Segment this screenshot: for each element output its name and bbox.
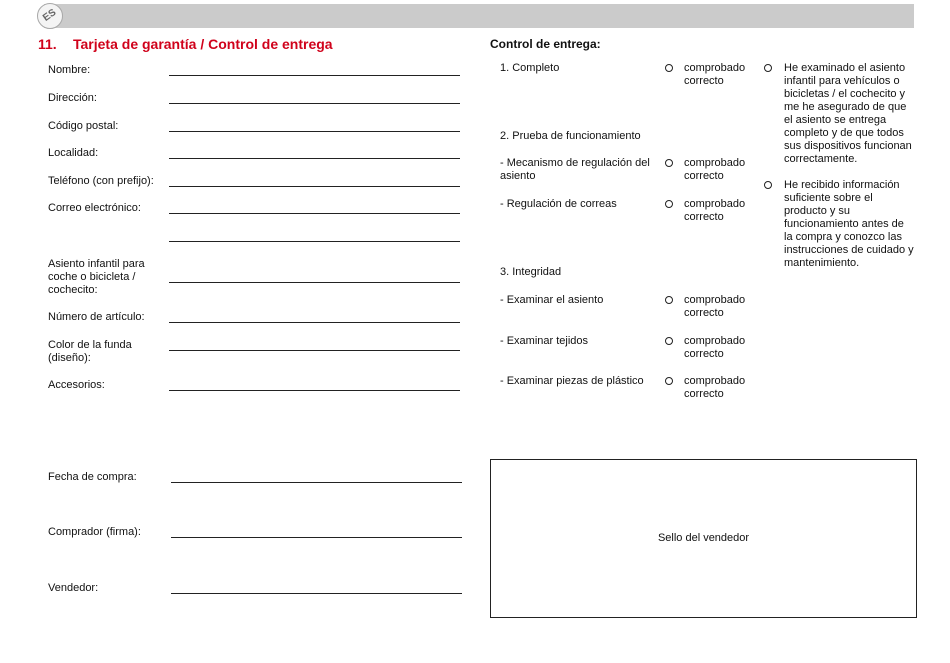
phone-field[interactable] (169, 186, 460, 187)
section-number: 11. (38, 36, 57, 52)
check-plastic-checked-label: comprobado correcto (684, 375, 746, 400)
postal-code-field[interactable] (169, 131, 460, 132)
email-field-line-2[interactable] (169, 241, 460, 242)
complete-item: 1. Completo (500, 62, 560, 74)
check-seat-radio[interactable] (665, 296, 673, 304)
child-seat-label: Asiento infantil para coche o bicicleta / cochecito: (48, 258, 145, 296)
address-label: Dirección: (48, 92, 97, 104)
strap-adjust-checked-label: comprobado correcto (684, 198, 746, 223)
check-fabrics-radio[interactable] (665, 337, 673, 345)
function-test-heading: 2. Prueba de funcionamiento (500, 130, 641, 142)
seat-adjust-item: - Mecanismo de regulación del asiento (500, 157, 650, 182)
seller-stamp-label: Sello del vendedor (657, 532, 750, 544)
cover-color-field[interactable] (169, 350, 460, 351)
city-label: Localidad: (48, 147, 99, 159)
accessories-label: Accesorios: (48, 379, 105, 391)
email-label: Correo electrónico: (48, 202, 141, 214)
article-number-label: Número de artículo: (48, 311, 145, 323)
declaration-1-text: He examinado el asiento infantil para vehículos o bicicletas / el cochecito y me he asegurado de que el asiento se entrega completo y de que todos sus dispositivos funcionan correctamente. (784, 62, 912, 165)
check-seat-item: - Examinar el asiento (500, 294, 604, 306)
accessories-field[interactable] (169, 390, 460, 391)
language-badge (37, 3, 63, 29)
purchase-date-label: Fecha de compra: (48, 471, 137, 483)
declaration-2-radio[interactable] (764, 181, 772, 189)
seat-adjust-checked-label: comprobado correcto (684, 157, 746, 182)
seat-adjust-radio[interactable] (665, 159, 673, 167)
postal-code-label: Código postal: (48, 120, 119, 132)
purchase-date-field[interactable] (171, 482, 462, 483)
buyer-label: Comprador (firma): (48, 526, 141, 538)
buyer-signature-field[interactable] (171, 537, 462, 538)
strap-adjust-radio[interactable] (665, 200, 673, 208)
control-title: Control de entrega: (490, 37, 601, 51)
check-fabrics-item: - Examinar tejidos (500, 335, 589, 347)
section-title (38, 36, 333, 52)
check-seat-checked-label: comprobado correcto (684, 294, 746, 319)
seller-field[interactable] (171, 593, 462, 594)
article-number-field[interactable] (169, 322, 460, 323)
declaration-1-radio[interactable] (764, 64, 772, 72)
city-field[interactable] (169, 158, 460, 159)
phone-label: Teléfono (con prefijo): (48, 175, 154, 187)
check-plastic-item: - Examinar piezas de plástico (500, 375, 644, 387)
check-fabrics-checked-label: comprobado correcto (684, 335, 746, 360)
email-field[interactable] (169, 213, 460, 214)
header-bar (44, 4, 914, 28)
name-field[interactable] (169, 75, 460, 76)
integrity-heading: 3. Integridad (500, 266, 562, 278)
declaration-2-text: He recibido información suficiente sobre el producto y su funcionamiento antes de la compra y conozco las instrucciones de cuidado y mantenimiento. (784, 179, 914, 269)
complete-radio[interactable] (665, 64, 673, 72)
child-seat-field[interactable] (169, 282, 460, 283)
name-label: Nombre: (48, 64, 91, 76)
section-title-text: Tarjeta de garantía / Control de entrega (73, 36, 333, 52)
cover-color-label: Color de la funda (diseño): (48, 339, 132, 364)
seller-stamp-box (490, 459, 917, 618)
language-code: ES (41, 7, 59, 24)
seller-label: Vendedor: (48, 582, 99, 594)
address-field[interactable] (169, 103, 460, 104)
complete-checked-label: comprobado correcto (684, 62, 746, 87)
check-plastic-radio[interactable] (665, 377, 673, 385)
strap-adjust-item: - Regulación de correas (500, 198, 617, 210)
